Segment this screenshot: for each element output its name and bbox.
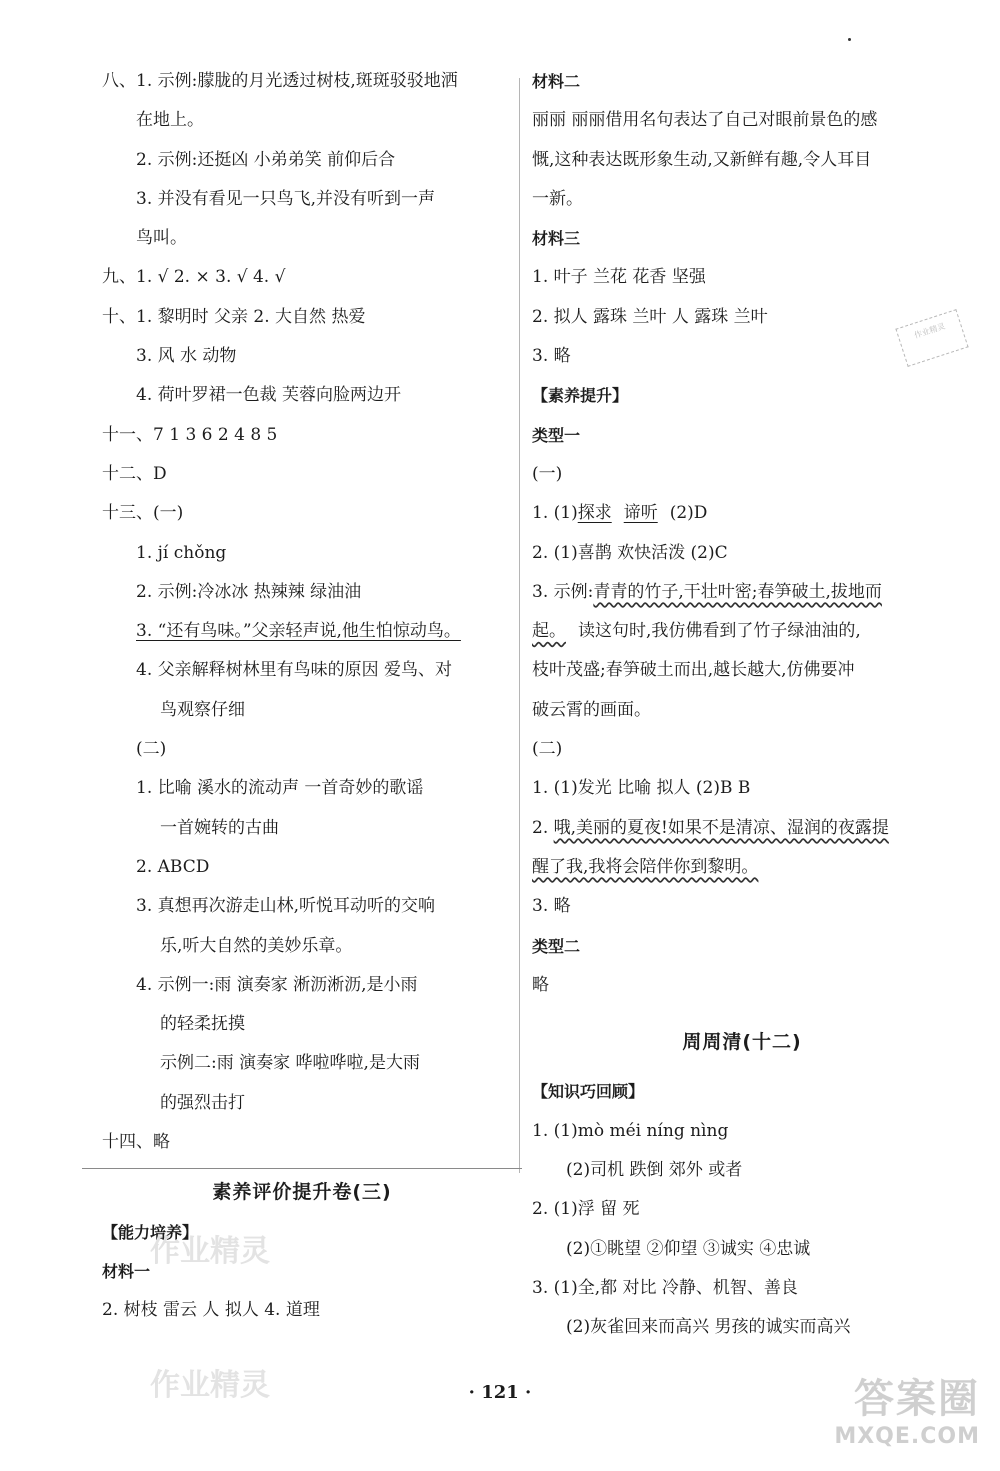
site-logo-watermark [834, 1367, 980, 1449]
answer-13-1: 1. jí chǒng [136, 542, 227, 563]
answer-12: 十二、D [102, 463, 167, 484]
type-1-p2-q3: 3. 略 [532, 896, 571, 917]
wavy-sentence-2-end: 醒了我,我将会陪伴你到黎明。 [532, 856, 759, 877]
type-2-heading: 类型二 [532, 936, 581, 956]
answer-13-2-2: 2. ABCD [136, 856, 210, 877]
material-2-heading: 材料二 [532, 72, 581, 91]
q3-prefix: 3. 示例: [532, 581, 594, 602]
answer-13-2-3-cont: 乐,听大自然的美妙乐章。 [160, 935, 353, 956]
review-q3-1: 3. (1)全,都 对比 冷静、机智、善良 [532, 1277, 798, 1298]
answer-10-4: 4. 荷叶罗裙一色裁 芙蓉向脸两边开 [136, 385, 402, 406]
material-3-2: 2. 拟人 露珠 兰叶 人 露珠 兰叶 [532, 306, 768, 327]
answer-13-2-4: 4. 示例一:雨 演奏家 淅沥淅沥,是小雨 [136, 974, 418, 995]
type-1-p2-q1: 1. (1)发光 比喻 拟人 (2)B B [532, 778, 751, 799]
type-1-q3-cont3: 破云霄的画面。 [532, 699, 651, 720]
watermark-1: 作业精灵 [150, 1234, 270, 1269]
type-1-p2-q2 [532, 809, 952, 848]
section-title-left: 素养评价提升卷(三) [212, 1181, 392, 1204]
answer-13-2: 2. 示例:冷冰冰 热辣辣 绿油油 [136, 581, 362, 602]
answer-13-part2: (二) [136, 739, 167, 760]
answer-13-3 [102, 612, 502, 651]
answer-13-2-4-ex2: 示例二:雨 演奏家 哗啦哗啦,是大雨 [160, 1053, 420, 1074]
stamp-watermark: 作业精灵 [895, 309, 968, 367]
answer-10-3: 3. 风 水 动物 [136, 346, 237, 367]
answer-13-2-3: 3. 真想再次游走山林,听悦耳动听的交响 [136, 896, 436, 917]
underlined-word-1: 探求 [577, 503, 612, 524]
type-1-p2-q2-cont [532, 848, 952, 887]
review-q3-2: (2)灰雀回来而高兴 男孩的诚实而高兴 [566, 1317, 851, 1338]
answer-13-heading: 十三、(一) [102, 503, 184, 524]
column-divider [519, 78, 520, 1173]
ink-dot [848, 38, 851, 41]
answer-13-4: 4. 父亲解释树林里有鸟味的原因 爱鸟、对 [136, 660, 453, 681]
q1-suffix: (2)D [669, 503, 708, 524]
review-q1-2: (2)司机 跌倒 郊外 或者 [566, 1160, 743, 1181]
material-2-line-1: 丽丽 丽丽借用名句表达了自己对眼前景色的感 [532, 110, 878, 131]
answer-13-4-cont: 鸟观察仔细 [160, 699, 245, 720]
type-2-answer: 略 [532, 974, 549, 995]
knowledge-review-heading: 【知识巧回顾】 [532, 1082, 645, 1102]
answer-8-1: 八、1. 示例:朦胧的月光透过树枝,斑斑驳驳地洒 [102, 71, 458, 91]
review-q2-1: 2. (1)浮 留 死 [532, 1199, 640, 1220]
review-q1-1: 1. (1)mò méi níng nìng [532, 1120, 729, 1141]
material-3-heading: 材料三 [532, 229, 581, 249]
literacy-heading: 【素养提升】 [532, 386, 629, 406]
section-title-right: 周周清(十二) [682, 1031, 802, 1054]
type-1-q3-cont [532, 612, 952, 651]
answer-9: 九、1. √ 2. × 3. √ 4. √ [102, 267, 286, 288]
underlined-quote: 3. “还有鸟味。”父亲轻声说,他生怕惊动鸟。 [136, 621, 461, 642]
type-1-part-1: (一) [532, 463, 563, 484]
answer-10-1: 十、1. 黎明时 父亲 2. 大自然 热爱 [102, 306, 366, 327]
material-3-3: 3. 略 [532, 346, 571, 367]
answer-8-1-cont: 在地上。 [136, 110, 204, 131]
type-1-heading: 类型一 [532, 425, 581, 445]
type-1-q3 [532, 573, 952, 612]
logo-text: 答案圈 [854, 1376, 980, 1422]
answer-13-2-1-cont: 一首婉转的古曲 [160, 817, 279, 838]
answer-8-2: 2. 示例:还挺凶 小弟弟笑 前仰后合 [136, 149, 396, 170]
answer-13-2-1: 1. 比喻 溪水的流动声 一首奇妙的歌谣 [136, 778, 424, 799]
answer-14: 十四、略 [102, 1132, 170, 1153]
q1-prefix: 1. (1) [532, 503, 578, 524]
answer-13-2-4-cont: 的轻柔抚摸 [160, 1014, 245, 1035]
q3-explanation: 读这句时,我仿佛看到了竹子绿油油的, [578, 621, 861, 642]
wavy-sentence-2: 哦,美丽的夏夜!如果不是清凉、湿润的夜露提 [553, 817, 889, 838]
wavy-sentence-1: 青青的竹子,干壮叶密;春笋破土,拔地而 [593, 581, 882, 602]
answer-8-3-cont: 鸟叫。 [136, 228, 187, 249]
p2-q2-prefix: 2. [532, 817, 554, 838]
answer-11: 十一、7 1 3 6 2 4 8 5 [102, 424, 278, 445]
subsection-heading: 【能力培养】 [102, 1222, 199, 1242]
material-1-answer: 2. 树枝 雷云 人 拟人 4. 道理 [102, 1300, 320, 1321]
logo-url: MXQE.COM [834, 1424, 980, 1449]
material-2-line-2: 慨,这种表达既形象生动,又新鲜有趣,令人耳目 [532, 149, 872, 170]
type-1-q2: 2. (1)喜鹊 欢快活泼 (2)C [532, 542, 728, 563]
page-number: · 121 · [468, 1382, 532, 1403]
type-1-q3-cont2: 枝叶茂盛;春笋破土而出,越长越大,仿佛要冲 [532, 660, 855, 681]
right-column [532, 62, 952, 1348]
underlined-word-2: 谛听 [623, 503, 658, 524]
material-2-line-3: 一新。 [532, 188, 583, 209]
material-3-1: 1. 叶子 兰花 花香 坚强 [532, 267, 706, 288]
wavy-sentence-1-end: 起。 [532, 621, 566, 642]
answer-8-3: 3. 并没有看见一只鸟飞,并没有听到一声 [136, 188, 436, 209]
type-1-q1 [532, 494, 952, 533]
answer-13-2-4-ex2-cont: 的强烈击打 [160, 1092, 245, 1113]
material-1-heading: 材料一 [102, 1261, 151, 1281]
review-q2-2: (2)①眺望 ②仰望 ③诚实 ④忠诚 [566, 1238, 811, 1259]
section-separator [82, 1168, 522, 1169]
left-column [102, 62, 502, 1331]
watermark-2: 作业精灵 [150, 1368, 270, 1403]
type-1-part-2: (二) [532, 739, 563, 760]
